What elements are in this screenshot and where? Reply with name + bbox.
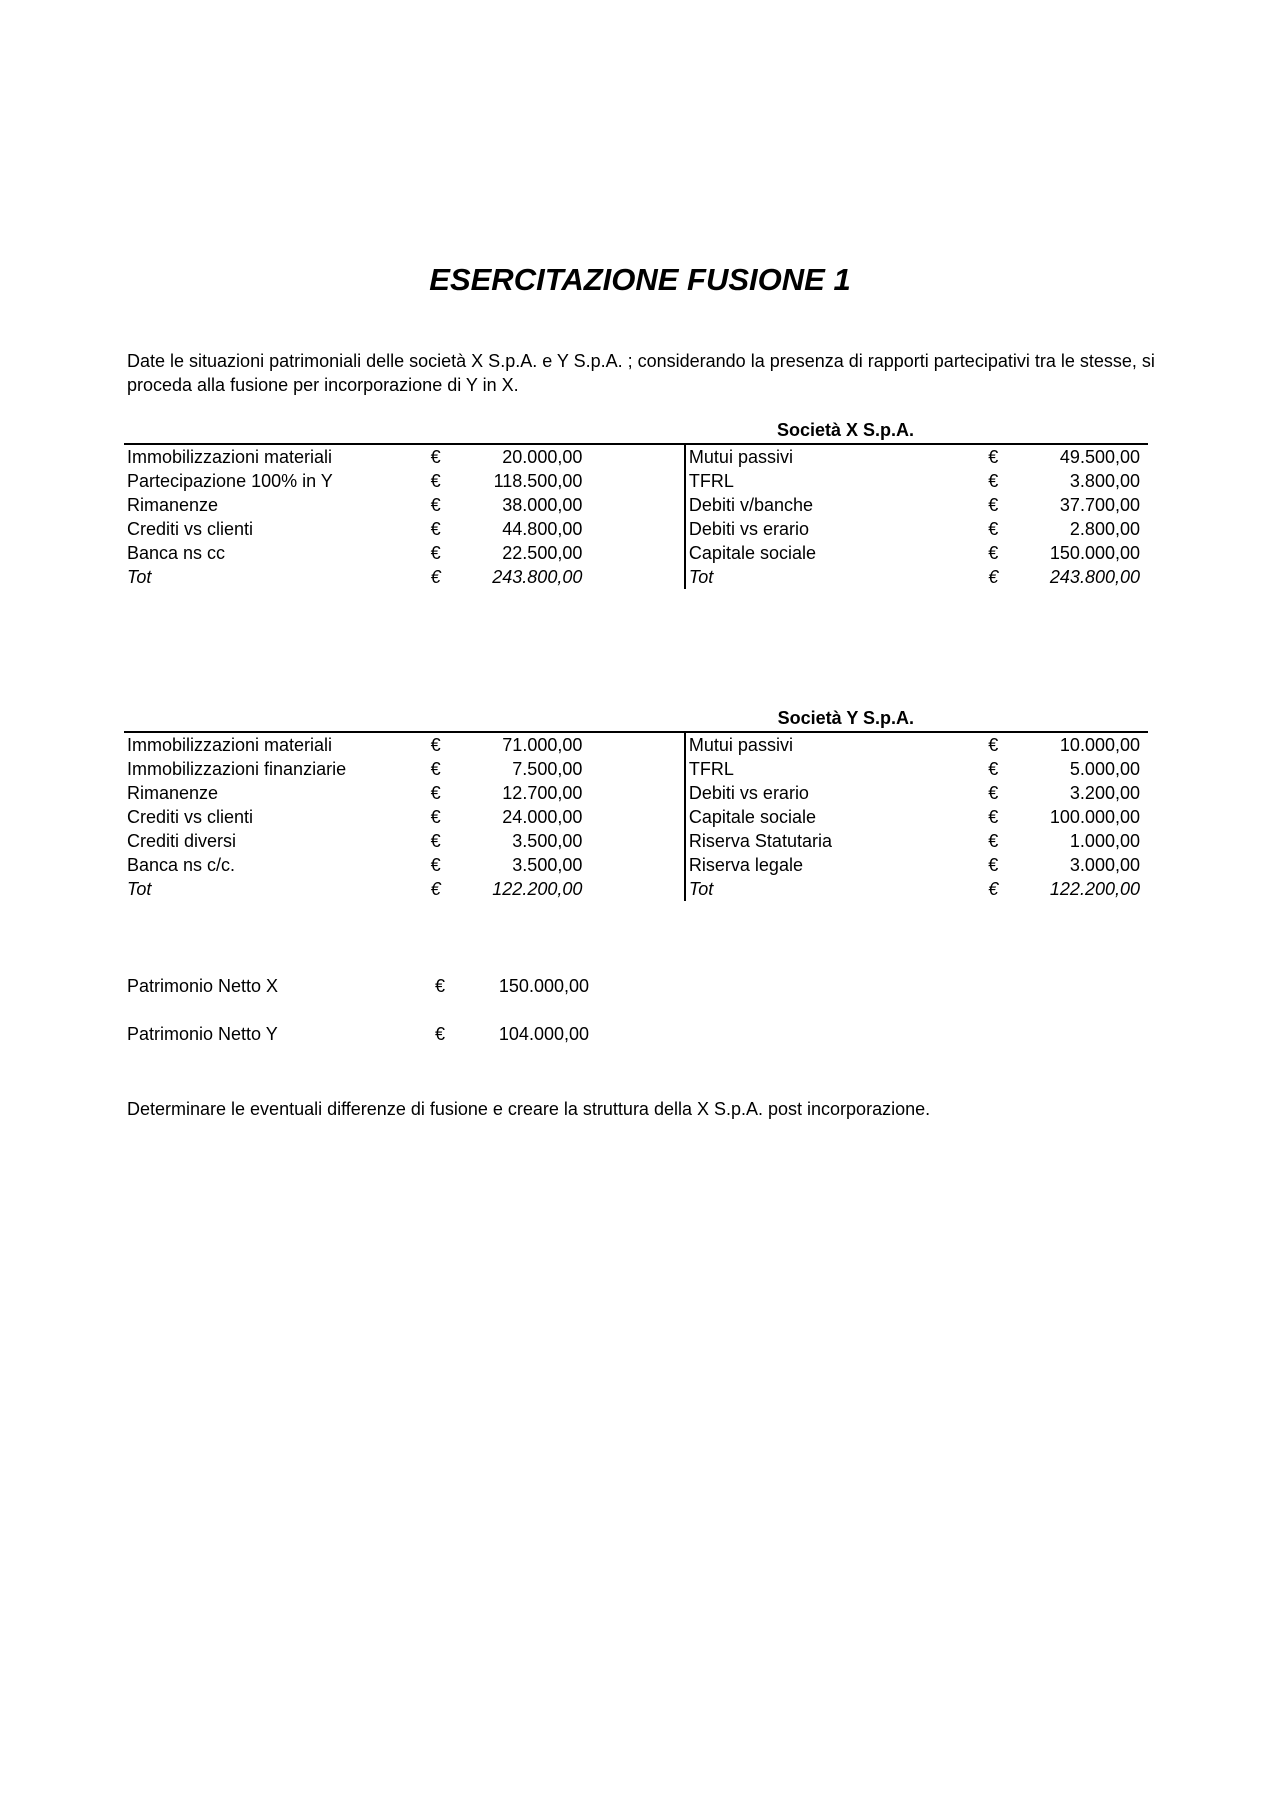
currency-symbol: € xyxy=(430,807,441,827)
asset-label: Crediti vs clienti xyxy=(127,807,254,827)
table-row xyxy=(124,853,1148,877)
asset-amount: 3.500,00 xyxy=(512,855,583,875)
table-row xyxy=(124,469,1148,493)
balance-table-y xyxy=(124,731,1148,901)
currency-symbol: € xyxy=(430,879,441,899)
liability-label: Mutui passivi xyxy=(685,732,988,757)
currency-symbol: € xyxy=(427,444,463,469)
currency-symbol: € xyxy=(430,759,441,779)
table-row xyxy=(124,517,1148,541)
asset-label: Immobilizzazioni materiali xyxy=(124,732,427,757)
currency-symbol: € xyxy=(430,495,441,515)
liability-amount: 150.000,00 xyxy=(1049,543,1140,563)
table-row xyxy=(124,732,1148,757)
currency-symbol: € xyxy=(988,543,999,563)
asset-label: Banca ns c/c. xyxy=(127,855,236,875)
spacer xyxy=(582,732,685,757)
currency-symbol: € xyxy=(430,855,441,875)
currency-symbol: € xyxy=(988,855,999,875)
liability-amount: 5.000,00 xyxy=(1069,759,1140,779)
spacer xyxy=(582,829,685,853)
currency-symbol: € xyxy=(435,976,446,996)
spacer xyxy=(582,853,685,877)
asset-label: Rimanenze xyxy=(127,783,219,803)
page-title: ESERCITAZIONE FUSIONE 1 xyxy=(429,262,851,297)
currency-symbol: € xyxy=(430,543,441,563)
liability-amount: 37.700,00 xyxy=(1059,495,1140,515)
table-row xyxy=(124,493,1148,517)
balance-title-y-text: Società Y S.p.A. xyxy=(777,708,914,728)
currency-symbol: € xyxy=(430,471,441,491)
table-row xyxy=(124,444,1148,469)
asset-amount: 22.500,00 xyxy=(502,543,583,563)
total-row xyxy=(124,565,1148,589)
spacer xyxy=(582,517,685,541)
liability-amount: 2.800,00 xyxy=(1069,519,1140,539)
liability-amount: 1.000,00 xyxy=(1069,831,1140,851)
net-worth-y-label: Patrimonio Netto Y xyxy=(127,1024,278,1044)
liability-amount: 10.000,00 xyxy=(1020,732,1148,757)
closing-instruction: Determinare le eventuali differenze di fusione e creare la struttura della X S.p.A. post incorporazione. xyxy=(127,1099,931,1119)
total-assets-amount: 122.200,00 xyxy=(492,879,583,899)
balance-table-x xyxy=(124,443,1148,589)
asset-amount: 20.000,00 xyxy=(463,444,583,469)
balance-title-y xyxy=(124,708,914,729)
liability-amount: 49.500,00 xyxy=(1020,444,1148,469)
asset-label: Partecipazione 100% in Y xyxy=(127,471,333,491)
asset-label: Crediti diversi xyxy=(127,831,237,851)
liability-label: Debiti vs erario xyxy=(685,781,988,805)
liability-label: TFRL xyxy=(685,757,988,781)
spacer xyxy=(582,805,685,829)
spacer xyxy=(582,469,685,493)
liability-amount: 3.800,00 xyxy=(1069,471,1140,491)
liability-label: Capitale sociale xyxy=(685,805,988,829)
spacer xyxy=(582,541,685,565)
liability-amount: 3.000,00 xyxy=(1069,855,1140,875)
liability-label: Riserva Statutaria xyxy=(685,829,988,853)
asset-amount: 44.800,00 xyxy=(502,519,583,539)
table-row xyxy=(124,541,1148,565)
asset-label: Crediti vs clienti xyxy=(127,519,254,539)
currency-symbol: € xyxy=(435,1024,446,1044)
net-worth-y-amount: 104.000,00 xyxy=(498,1024,589,1044)
liability-label: TFRL xyxy=(685,469,988,493)
total-liabilities-amount: 243.800,00 xyxy=(1049,567,1140,587)
liability-label: Riserva legale xyxy=(685,853,988,877)
currency-symbol: € xyxy=(430,831,441,851)
table-row xyxy=(124,781,1148,805)
asset-amount: 12.700,00 xyxy=(502,783,583,803)
asset-label: Immobilizzazioni materiali xyxy=(124,444,427,469)
spacer xyxy=(582,444,685,469)
total-label: Tot xyxy=(127,879,152,899)
asset-label: Immobilizzazioni finanziarie xyxy=(127,759,347,779)
spacer xyxy=(582,565,685,589)
currency-symbol: € xyxy=(430,783,441,803)
currency-symbol: € xyxy=(430,567,441,587)
total-label: Tot xyxy=(685,565,988,589)
currency-symbol: € xyxy=(988,567,999,587)
total-label: Tot xyxy=(685,877,988,901)
liability-label: Capitale sociale xyxy=(685,541,988,565)
total-label: Tot xyxy=(127,567,152,587)
currency-symbol: € xyxy=(988,444,1020,469)
liability-label: Debiti v/banche xyxy=(685,493,988,517)
currency-symbol: € xyxy=(988,495,999,515)
asset-amount: 24.000,00 xyxy=(502,807,583,827)
spacer xyxy=(582,781,685,805)
asset-amount: 38.000,00 xyxy=(502,495,583,515)
currency-symbol: € xyxy=(988,831,999,851)
net-worth-x-label: Patrimonio Netto X xyxy=(127,976,279,996)
spacer xyxy=(582,493,685,517)
liability-amount: 100.000,00 xyxy=(1049,807,1140,827)
spacer xyxy=(582,877,685,901)
currency-symbol: € xyxy=(988,732,1020,757)
currency-symbol: € xyxy=(988,783,999,803)
asset-amount: 3.500,00 xyxy=(512,831,583,851)
currency-symbol: € xyxy=(988,807,999,827)
currency-symbol: € xyxy=(430,519,441,539)
balance-title-x xyxy=(124,420,914,441)
liability-amount: 3.200,00 xyxy=(1069,783,1140,803)
asset-label: Banca ns cc xyxy=(127,543,226,563)
asset-amount: 118.500,00 xyxy=(493,471,583,491)
spacer xyxy=(582,757,685,781)
total-assets-amount: 243.800,00 xyxy=(492,567,583,587)
asset-amount: 7.500,00 xyxy=(512,759,583,779)
net-worth-x-amount: 150.000,00 xyxy=(498,976,589,996)
currency-symbol: € xyxy=(988,519,999,539)
table-row xyxy=(124,829,1148,853)
asset-amount: 71.000,00 xyxy=(463,732,583,757)
currency-symbol: € xyxy=(988,471,999,491)
currency-symbol: € xyxy=(988,879,999,899)
liability-label: Debiti vs erario xyxy=(685,517,988,541)
total-liabilities-amount: 122.200,00 xyxy=(1049,879,1140,899)
currency-symbol: € xyxy=(427,732,463,757)
table-row xyxy=(124,757,1148,781)
asset-label: Rimanenze xyxy=(127,495,219,515)
table-row xyxy=(124,805,1148,829)
balance-title-x-text: Società X S.p.A. xyxy=(776,420,914,440)
total-row xyxy=(124,877,1148,901)
intro-paragraph: Date le situazioni patrimoniali delle società X S.p.A. e Y S.p.A. ; considerando la presenza di rapporti partecipativi tra le stesse, si proceda alla fusione per incorporazione di Y in X. xyxy=(127,351,1155,395)
liability-label: Mutui passivi xyxy=(685,444,988,469)
currency-symbol: € xyxy=(988,759,999,779)
